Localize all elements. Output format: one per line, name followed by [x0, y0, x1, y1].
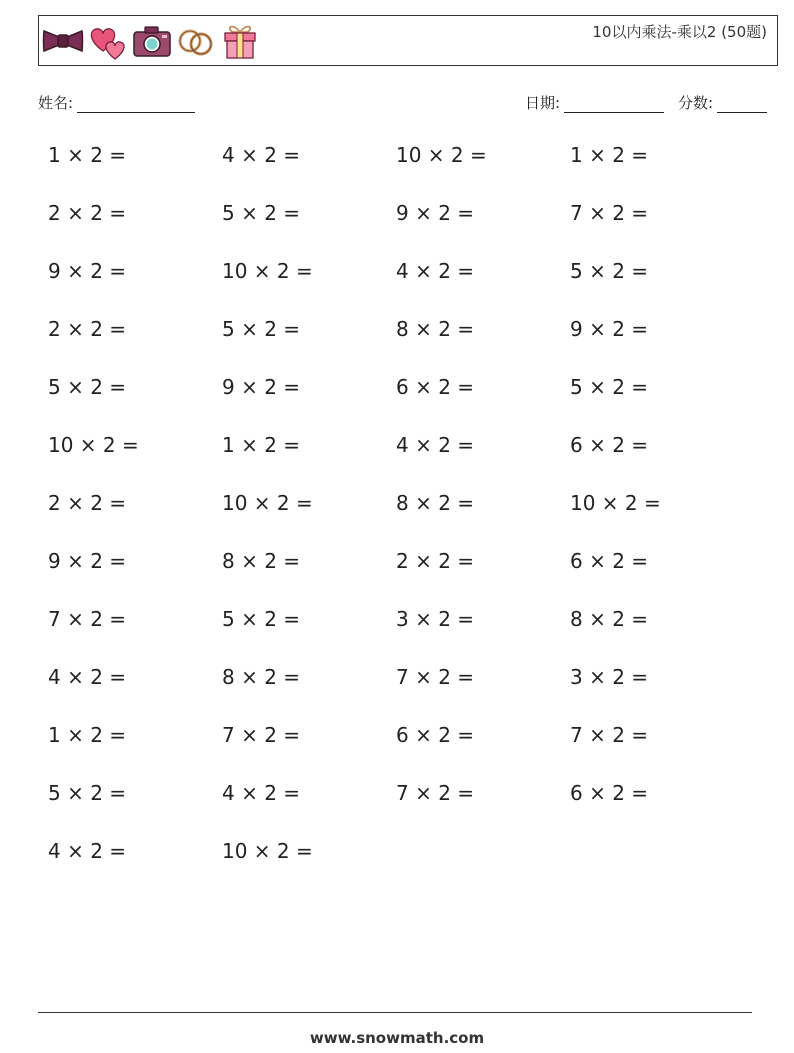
date-blank[interactable] — [564, 96, 664, 113]
rings-icon — [175, 21, 217, 61]
problem-item: 1 × 2 = — [48, 143, 127, 167]
problem-item: 10 × 2 = — [48, 433, 139, 457]
problem-item: 8 × 2 = — [570, 607, 649, 631]
problem-item: 10 × 2 = — [396, 143, 487, 167]
problem-item: 10 × 2 = — [570, 491, 661, 515]
problem-item: 9 × 2 = — [222, 375, 301, 399]
problem-item: 9 × 2 = — [396, 201, 475, 225]
bow-tie-icon — [41, 21, 85, 61]
problem-item: 9 × 2 = — [48, 259, 127, 283]
problem-item: 2 × 2 = — [48, 201, 127, 225]
problem-item: 6 × 2 = — [570, 781, 649, 805]
problem-item: 2 × 2 = — [48, 317, 127, 341]
header-icons — [41, 19, 261, 63]
name-field — [38, 92, 195, 113]
problem-item: 5 × 2 = — [222, 607, 301, 631]
gift-icon — [219, 20, 261, 62]
name-blank[interactable] — [77, 96, 195, 113]
problem-item: 7 × 2 = — [570, 723, 649, 747]
problem-item: 2 × 2 = — [48, 491, 127, 515]
problem-item: 7 × 2 = — [396, 781, 475, 805]
worksheet-header — [38, 15, 778, 66]
problem-item: 5 × 2 = — [48, 781, 127, 805]
problem-item: 9 × 2 = — [48, 549, 127, 573]
problem-item: 7 × 2 = — [396, 665, 475, 689]
problem-item: 10 × 2 = — [222, 259, 313, 283]
name-label: 姓名: — [38, 94, 74, 112]
problem-item: 8 × 2 = — [222, 549, 301, 573]
problem-item: 6 × 2 = — [396, 723, 475, 747]
problem-item: 4 × 2 = — [48, 839, 127, 863]
problem-item: 6 × 2 = — [570, 433, 649, 457]
problem-item: 3 × 2 = — [396, 607, 475, 631]
camera-icon — [131, 21, 173, 61]
problem-item: 9 × 2 = — [570, 317, 649, 341]
score-label: 分数: — [678, 94, 714, 112]
problem-item: 8 × 2 = — [396, 317, 475, 341]
problem-item: 4 × 2 = — [222, 143, 301, 167]
problem-item: 10 × 2 = — [222, 491, 313, 515]
problem-item: 5 × 2 = — [222, 201, 301, 225]
footer-url: www.snowmath.com — [309, 1029, 485, 1047]
problem-item: 5 × 2 = — [222, 317, 301, 341]
date-field — [525, 92, 664, 113]
problem-item: 4 × 2 = — [222, 781, 301, 805]
problem-item: 4 × 2 = — [48, 665, 127, 689]
problem-item: 4 × 2 = — [396, 433, 475, 457]
worksheet-title: 10以内乘法-乘以2 (50题) — [592, 23, 767, 41]
problem-item: 7 × 2 = — [570, 201, 649, 225]
score-blank[interactable] — [717, 96, 767, 113]
problem-item: 5 × 2 = — [570, 375, 649, 399]
problem-item: 3 × 2 = — [570, 665, 649, 689]
problem-item: 1 × 2 = — [570, 143, 649, 167]
problem-item: 1 × 2 = — [222, 433, 301, 457]
problem-item: 10 × 2 = — [222, 839, 313, 863]
footer-divider — [38, 1012, 752, 1013]
problem-item: 6 × 2 = — [396, 375, 475, 399]
problem-item: 7 × 2 = — [48, 607, 127, 631]
hearts-icon — [87, 21, 129, 61]
score-field — [678, 92, 767, 113]
problem-item: 5 × 2 = — [48, 375, 127, 399]
problem-item: 8 × 2 = — [396, 491, 475, 515]
problem-item: 6 × 2 = — [570, 549, 649, 573]
problem-item: 4 × 2 = — [396, 259, 475, 283]
problem-item: 5 × 2 = — [570, 259, 649, 283]
problem-item: 7 × 2 = — [222, 723, 301, 747]
problem-item: 2 × 2 = — [396, 549, 475, 573]
date-label: 日期: — [525, 94, 561, 112]
problem-item: 8 × 2 = — [222, 665, 301, 689]
problem-item: 1 × 2 = — [48, 723, 127, 747]
